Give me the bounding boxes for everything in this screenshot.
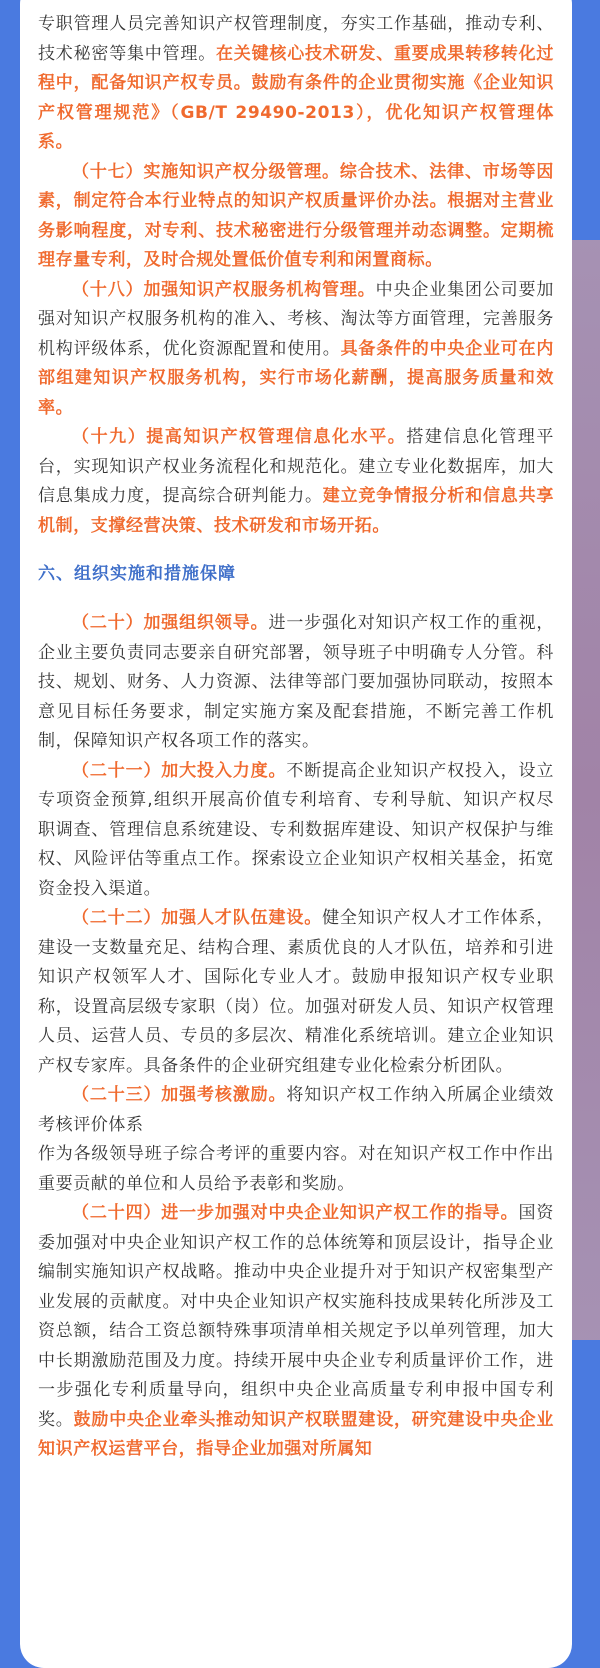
paragraph-20-leadership: [38, 609, 554, 757]
clause-heading: （二十三）加强考核激励。: [72, 1085, 287, 1105]
article-card: [20, 0, 572, 1668]
clause-heading: （二十）加强组织领导。: [72, 613, 269, 633]
paragraph-21-investment: [38, 757, 554, 905]
section-heading-block: [38, 560, 554, 589]
paragraph-ip-management-staff: [38, 10, 554, 158]
body-text: 进一步强化对知识产权工作的重视，企业主要负责同志要亲自研究部署，领导班子中明确专人分管。科技、规划、财务、人力资源、法律等部门要加强协同联动，按照本意见目标任务要求，制定实施方案及配套措施，不断完善工作机制，保障知识产权各项工作的落实。: [38, 613, 554, 751]
highlighted-text: 鼓励中央企业牵头推动知识产权联盟建设，研究建设中央企业知识产权运营平台，指导企业加强对所属知: [38, 1409, 555, 1459]
paragraph-24-guidance: [38, 1199, 554, 1465]
body-text: 作为各级领导班子综合考评的重要内容。对在知识产权工作中作出重要贡献的单位和人员给予表彰和奖励。: [38, 1144, 554, 1194]
highlighted-text: 具备条件的中央企业可在内部组建知识产权服务机构，实行市场化薪酬，提高服务质量和效率。: [38, 338, 555, 418]
body-text: 专职管理人员完善知识产权管理制度，夯实工作基础，推动专利、技术秘密等集中管理。: [38, 14, 554, 64]
body-text: 搭建信息化管理平台，实现知识产权业务流程化和规范化。建立专业化数据库，加大信息集成力度，提高综合研判能力。: [38, 427, 554, 506]
highlighted-text: 在关键核心技术研发、重要成果转移转化过程中，配备知识产权专员。鼓励有条件的企业贯彻实施《企业知识产权管理规范》（GB/T 29490-2013），优化知识产权管理体系。: [38, 43, 554, 152]
body-text: 健全知识产权人才工作体系，建设一支数量充足、结构合理、素质优良的人才队伍，培养和引进知识产权领军人才、国际化专业人才。鼓励申报知识产权专业职称，设置高层级专家职（岗）位。加强对研发人员、知识产权管理人员、运营人员、专员的多层次、精准化系统培训。建立企业知识产权专家库。具备条件的企业研究组建专业化检索分析团队。: [38, 908, 554, 1076]
paragraph-22-talent: [38, 904, 554, 1081]
paragraph-23-assessment: [38, 1081, 554, 1199]
paragraph-19-informatization: [38, 423, 554, 541]
paragraph-17-tiered-management: [38, 158, 554, 276]
body-text: 国资委加强对中央企业知识产权工作的总体统筹和顶层设计，指导企业编制实施知识产权战略。推动中央企业提升对于知识产权密集型产业发展的贡献度。对中央企业知识产权实施科技成果转化所涉及工资总额，结合工资总额特殊事项清单相关规定予以单列管理，加大中长期激励范围及力度。持续开展中央企业专利质量评价工作，进一步强化专利质量导向，组织中央企业高质量专利申报中国专利奖。: [38, 1203, 555, 1430]
clause-heading: （二十二）加强人才队伍建设。: [72, 908, 323, 928]
body-text: 中央企业集团公司要加强对知识产权服务机构的准入、考核、淘汰等方面管理，完善服务机构评级体系，优化资源配置和使用。: [38, 279, 555, 359]
highlighted-text: （十七）实施知识产权分级管理。综合技术、法律、市场等因素，制定符合本行业特点的知识产权质量评价办法。根据对主营业务影响程度，对专利、技术秘密进行分级管理并动态调整。定期梳理存量专利，及时合规处置低价值专利和闲置商标。: [38, 161, 554, 270]
paragraph-18-service-agencies: [38, 276, 554, 424]
body-text: 将知识产权工作纳入所属企业绩效考核评价体系: [38, 1085, 555, 1135]
clause-heading: （十九）提高知识产权管理信息化水平。: [72, 427, 407, 447]
body-text: 不断提高企业知识产权投入，设立专项资金预算,组织开展高价值专利培育、专利导航、知识产权尽职调查、管理信息系统建设、专利数据库建设、知识产权保护与维权、风险评估等重点工作。探索设立企业知识产权相关基金，拓宽资金投入渠道。: [38, 760, 555, 899]
highlighted-text: 建立竞争情报分析和信息共享机制，支撑经营决策、技术研发和市场开拓。: [38, 486, 554, 536]
clause-heading: （二十四）进一步加强对中央企业知识产权工作的指导。: [72, 1203, 519, 1223]
clause-heading: （十八）加强知识产权服务机构管理。: [72, 279, 376, 300]
clause-heading: （二十一）加大投入力度。: [72, 760, 287, 781]
section-title: 六、组织实施和措施保障: [38, 564, 236, 584]
